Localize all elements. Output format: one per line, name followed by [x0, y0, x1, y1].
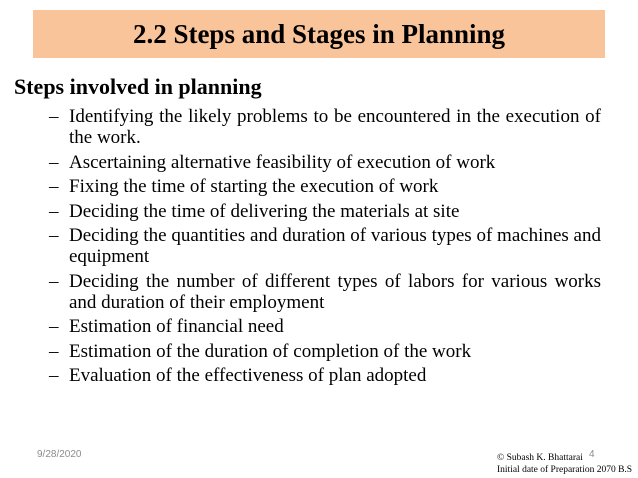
bullet-text: Deciding the number of different types of labors for various works and duration of their employment: [69, 270, 601, 313]
bullet-marker: –: [49, 316, 59, 337]
bullet-text: Evaluation of the effectiveness of plan adopted: [69, 365, 427, 386]
title-banner: [33, 10, 605, 58]
list-item: [49, 201, 601, 222]
footer-date: 9/28/2020: [37, 449, 82, 460]
preparation-date: Initial date of Preparation 2070 B.S: [497, 465, 633, 475]
list-item: [49, 152, 601, 173]
bullet-text: Ascertaining alternative feasibility of execution of work: [69, 151, 496, 173]
bullet-text: Deciding the quantities and duration of various types of machines and equipment: [69, 225, 601, 267]
list-item: [49, 365, 601, 386]
bullet-marker: –: [49, 200, 59, 222]
list-item: [49, 271, 601, 313]
bullet-marker: –: [49, 340, 59, 362]
bullet-marker: –: [49, 225, 59, 246]
page-number: 4: [589, 449, 595, 460]
list-item: [49, 176, 601, 197]
list-item: [49, 341, 601, 362]
slide-title: 2.2 Steps and Stages in Planning: [132, 18, 506, 49]
bullet-marker: –: [49, 176, 59, 197]
bullet-text: Estimation of financial need: [69, 316, 284, 337]
author-credit: © Subash K. Bhattarai: [497, 453, 583, 463]
list-item: [49, 225, 601, 267]
bullet-text: Deciding the time of delivering the materials at site: [69, 200, 460, 222]
bullet-marker: –: [49, 106, 59, 127]
bullet-marker: –: [49, 365, 59, 386]
bullet-text: Identifying the likely problems to be encountered in the execution of the work.: [69, 106, 601, 148]
list-item: [49, 106, 601, 148]
bullet-list: [49, 106, 601, 390]
bullet-text: Estimation of the duration of completion of the work: [69, 340, 472, 362]
bullet-text: Fixing the time of starting the execution of work: [69, 176, 439, 197]
footer-credit: [497, 452, 632, 476]
list-item: [49, 316, 601, 337]
section-heading: Steps involved in planning: [14, 74, 262, 99]
bullet-marker: –: [49, 151, 59, 173]
bullet-marker: –: [49, 270, 59, 292]
